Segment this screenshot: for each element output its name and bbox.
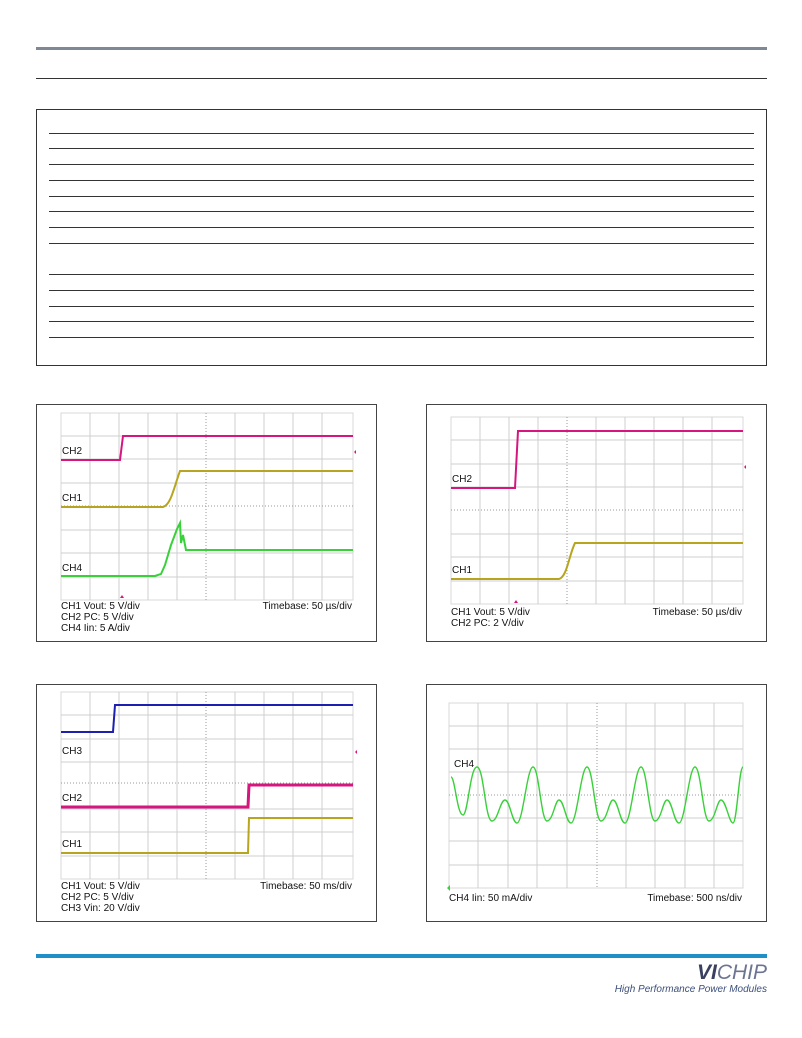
ch1-trace [451, 543, 743, 579]
scope-figure-1 [36, 404, 377, 642]
ch2-trace [61, 785, 353, 807]
ch1-trace [61, 471, 353, 507]
channel-label-ch3: CH3 [62, 746, 83, 757]
scope-caption: CH2 PC: 2 V/div [451, 618, 524, 629]
scope-figure-4 [426, 684, 767, 922]
oscilloscope-trace-4 [427, 685, 768, 923]
header-rule-top [36, 47, 767, 50]
scope-figure-3 [36, 684, 377, 922]
trigger-marker [354, 450, 356, 454]
channel-label-ch4: CH4 [454, 759, 475, 770]
scope-caption: CH4 Iin: 50 mA/div [449, 893, 533, 904]
table-row [49, 243, 754, 244]
footer-rule [36, 954, 767, 958]
table-row [49, 337, 754, 338]
header-rule-bottom [36, 78, 767, 79]
scope-caption: CH1 Vout: 5 V/div [61, 881, 140, 892]
scope-caption: CH2 PC: 5 V/div [61, 612, 134, 623]
scope-timebase: Timebase: 500 ns/div [647, 893, 742, 904]
trigger-marker [744, 465, 746, 469]
logo-tagline: High Performance Power Modules [614, 984, 767, 995]
ch2-trace [61, 436, 353, 460]
scope-figure-2 [426, 404, 767, 642]
ch4-trace [61, 523, 353, 576]
ch3-trace [61, 705, 353, 732]
channel-label-ch1: CH1 [62, 493, 83, 504]
vichip-logo [615, 961, 767, 995]
scope-timebase: Timebase: 50 µs/div [262, 601, 352, 612]
table-row [49, 180, 754, 181]
channel-label-ch2: CH2 [62, 446, 83, 457]
channel-label-ch1: CH1 [62, 839, 83, 850]
channel-label-ch2: CH2 [452, 474, 473, 485]
table-row [49, 306, 754, 307]
trigger-marker [514, 600, 518, 603]
table-row [49, 196, 754, 197]
scope-caption: CH1 Vout: 5 V/div [61, 601, 140, 612]
table-row [49, 164, 754, 165]
trigger-marker [120, 595, 124, 598]
ch1-trace [61, 818, 353, 853]
channel-label-ch2: CH2 [62, 793, 83, 804]
scope-caption: CH4 Iin: 5 A/div [61, 623, 130, 634]
table-row [49, 211, 754, 212]
channel-label-ch1: CH1 [452, 565, 473, 576]
scope-timebase: Timebase: 50 ms/div [260, 881, 352, 892]
scope-timebase: Timebase: 50 µs/div [652, 607, 742, 618]
trigger-marker [355, 750, 357, 754]
scope-caption: CH3 Vin: 20 V/div [61, 903, 140, 914]
table-row [49, 227, 754, 228]
channel-label-ch4: CH4 [62, 563, 83, 574]
scope-caption: CH1 Vout: 5 V/div [451, 607, 530, 618]
table-row [49, 274, 754, 275]
spec-table [36, 109, 767, 366]
table-row [49, 290, 754, 291]
table-row [49, 148, 754, 149]
scope-caption: CH2 PC: 5 V/div [61, 892, 134, 903]
logo-chip: CHIP [716, 961, 767, 984]
table-row [49, 321, 754, 322]
logo-vi: VI [696, 961, 717, 984]
table-row [49, 133, 754, 134]
logo-wordmark [615, 961, 767, 985]
